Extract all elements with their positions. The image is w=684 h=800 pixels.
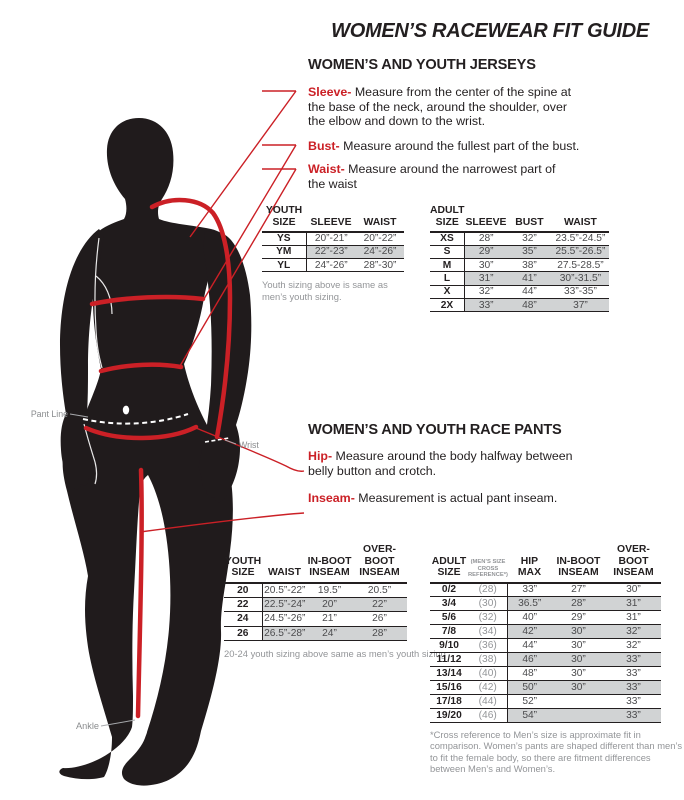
size-cell: 13/14	[436, 668, 462, 679]
size-cell: 19/20	[436, 710, 462, 721]
size-cell: L	[430, 272, 464, 285]
value-cell: 32”	[478, 286, 494, 298]
size-cell: M	[430, 259, 464, 272]
table-row	[430, 653, 661, 667]
value-cell: 38”	[522, 259, 537, 271]
value-cell: 29”	[571, 612, 586, 623]
size-cell: 17/18	[436, 696, 462, 707]
value-cell: 24”	[307, 626, 352, 641]
value-cell: 30”	[551, 653, 606, 667]
value-cell: 33”	[626, 668, 641, 679]
table-row	[430, 681, 661, 695]
adult-pants-inboot-header: IN-BOOT INSEAM	[556, 555, 601, 578]
value-cell: 24”-26”	[314, 259, 348, 271]
ankle-label: Ankle	[76, 721, 99, 731]
inseam-definition	[308, 491, 580, 506]
value-cell: 32”	[626, 640, 641, 651]
value-cell: 36.5”	[508, 597, 551, 611]
inseam-text: Measurement is actual pant inseam.	[358, 491, 558, 505]
youth-jersey-table	[262, 205, 404, 272]
value-cell: 24.5”-26”	[264, 613, 306, 625]
bust-definition	[308, 139, 580, 154]
value-cell: 37”	[551, 298, 609, 311]
adult-jersey-size-header: ADULT SIZE	[430, 205, 465, 228]
page-title: WOMEN’S RACEWEAR FIT GUIDE	[331, 20, 649, 42]
size-cell: 11/12	[436, 654, 462, 665]
value-cell: 26”	[372, 613, 387, 625]
size-cell: (32)	[468, 611, 508, 625]
size-cell: 2X	[430, 298, 464, 311]
waist-term: Waist-	[308, 162, 345, 176]
value-cell: 32”	[606, 625, 661, 639]
youth-jersey-sleeve-header: SLEEVE	[310, 216, 352, 228]
value-cell: 33”	[522, 584, 538, 596]
youth-pants-table	[224, 544, 407, 641]
value-cell: 28”	[478, 233, 494, 245]
youth-pants-overboot-header: OVER-BOOT INSEAM	[359, 544, 400, 578]
size-cell: (44)	[468, 695, 508, 709]
sleeve-definition	[308, 85, 580, 129]
table-row	[430, 245, 609, 258]
table-row	[430, 298, 609, 311]
bust-text: Measure around the fullest part of the bust.	[343, 139, 580, 153]
value-cell: 26.5”-28”	[262, 626, 307, 641]
value-cell: 20”-21”	[314, 233, 348, 245]
value-cell: 29”	[464, 245, 507, 258]
value-cell: 31”	[464, 272, 507, 285]
adult-pants-crossref-header: (MEN’S SIZE CROSS REFERENCE*)	[468, 559, 508, 579]
value-cell: 30”	[551, 681, 606, 695]
value-cell: 48”	[507, 298, 551, 311]
youth-pants-size-header: YOUTH SIZE	[224, 555, 262, 578]
table-row	[224, 597, 407, 612]
adult-jersey-table	[430, 205, 609, 312]
size-cell: YL	[262, 259, 306, 272]
table-row	[224, 583, 407, 598]
value-cell: 23.5”-24.5”	[555, 233, 606, 245]
size-cell: 7/8	[441, 626, 457, 637]
size-cell: (46)	[468, 709, 508, 723]
hip-definition	[308, 449, 580, 478]
size-cell: XS	[430, 232, 464, 245]
table-row	[224, 626, 407, 641]
value-cell: 31”	[626, 612, 641, 623]
table-row	[430, 667, 661, 681]
value-cell: 22”-23”	[306, 245, 356, 258]
value-cell: 33”	[464, 298, 507, 311]
adult-jersey-bust-header: BUST	[515, 216, 544, 228]
value-cell: 32”	[522, 233, 537, 245]
value-cell: 28”	[551, 597, 606, 611]
adult-pants-overboot-header: OVER-BOOT INSEAM	[613, 544, 654, 578]
value-cell: 20”	[307, 597, 352, 612]
bust-term: Bust-	[308, 139, 340, 153]
value-cell: 44”	[522, 286, 537, 298]
size-cell: 3/4	[441, 598, 457, 609]
value-cell: 27”	[571, 584, 586, 596]
adult-jersey-sleeve-header: SLEEVE	[465, 216, 507, 228]
value-cell: 30”	[478, 259, 494, 271]
value-cell: 21”	[322, 613, 337, 625]
value-cell: 27.5-28.5”	[557, 259, 604, 271]
youth-pants-note: 20-24 youth sizing above same as men’s youth sizing	[224, 648, 446, 660]
table-row	[430, 285, 609, 298]
table-row	[262, 245, 404, 258]
size-cell: 15/16	[436, 682, 462, 693]
size-cell: S	[430, 245, 464, 258]
youth-pants-table-block	[224, 544, 446, 660]
adult-jersey-waist-header: WAIST	[563, 216, 597, 228]
value-cell: 31”	[606, 597, 661, 611]
pant-line-label: Pant Line	[30, 409, 68, 419]
jerseys-section-heading: WOMEN’S AND YOUTH JERSEYS	[308, 57, 536, 73]
size-cell: (42)	[468, 681, 508, 695]
wrist-label: Wrist	[239, 440, 259, 450]
size-cell: (40)	[468, 667, 508, 681]
value-cell: 46”	[508, 653, 551, 667]
value-cell: 20”-22”	[363, 233, 397, 245]
value-cell: 30”	[571, 668, 586, 679]
value-cell: 33”	[606, 709, 661, 723]
youth-jersey-waist-header: WAIST	[363, 216, 397, 228]
value-cell: 28”	[352, 626, 407, 641]
size-cell: (30)	[468, 597, 508, 611]
size-cell: 24	[224, 612, 262, 627]
value-cell: 30”	[571, 640, 586, 651]
table-row	[430, 611, 661, 625]
youth-pants-waist-header: WAIST	[268, 567, 301, 578]
value-cell: 48”	[522, 668, 538, 679]
value-cell: 24”-26”	[356, 245, 404, 258]
size-cell: 22	[224, 597, 262, 612]
table-row	[430, 695, 661, 709]
adult-pants-hip-header: HIP MAX	[517, 555, 541, 578]
waist-text: Measure around the narrowest part of the waist	[308, 162, 556, 191]
value-cell: 41”	[507, 272, 551, 285]
size-cell: 0/2	[441, 584, 457, 596]
value-cell: 33”	[606, 653, 661, 667]
value-cell: 44”	[522, 640, 538, 651]
value-cell: 54”	[508, 709, 551, 723]
youth-jersey-size-header: YOUTH SIZE	[265, 205, 303, 228]
table-row	[430, 232, 609, 245]
value-cell: 25.5”-26.5”	[551, 245, 609, 258]
adult-pants-table	[430, 544, 661, 723]
value-cell: 52”	[522, 696, 538, 707]
value-cell	[551, 695, 606, 709]
table-row	[262, 232, 404, 245]
table-row	[430, 597, 661, 611]
value-cell: 30”	[551, 625, 606, 639]
value-cell: 50”	[508, 681, 551, 695]
value-cell: 30”-31.5”	[551, 272, 609, 285]
size-cell: YM	[262, 245, 306, 258]
table-row	[430, 639, 661, 653]
value-cell: 22.5”-24”	[262, 597, 307, 612]
table-row	[430, 709, 661, 723]
value-cell: 42”	[508, 625, 551, 639]
table-row	[224, 612, 407, 627]
table-row	[430, 583, 661, 597]
table-row	[262, 259, 404, 272]
size-cell: (28)	[468, 583, 508, 597]
youth-pants-inboot-header: IN-BOOT INSEAM	[307, 555, 352, 578]
navel	[123, 406, 129, 415]
value-cell: 22”	[352, 597, 407, 612]
hip-term: Hip-	[308, 449, 333, 463]
value-cell: 20.5”-22”	[264, 584, 306, 596]
size-cell: 20	[224, 583, 262, 598]
size-cell: 9/10	[439, 640, 459, 651]
value-cell	[551, 709, 606, 723]
table-row	[430, 625, 661, 639]
size-cell: (38)	[468, 653, 508, 667]
value-cell: 28”-30”	[363, 259, 397, 271]
size-cell: 26	[224, 626, 262, 641]
youth-jersey-table-block	[262, 205, 414, 302]
value-cell: 33”	[626, 696, 641, 707]
value-cell: 33”-35”	[564, 286, 597, 298]
table-row	[430, 259, 609, 272]
adult-pants-table-block	[430, 544, 684, 775]
waist-definition	[308, 162, 558, 191]
value-cell: 20.5”	[367, 584, 392, 596]
adult-pants-size-header: ADULT SIZE	[431, 555, 467, 578]
adult-jersey-table-block	[430, 205, 609, 312]
size-cell: YS	[262, 232, 306, 245]
size-cell: X	[430, 285, 464, 298]
size-cell: (34)	[468, 625, 508, 639]
sleeve-text: Measure from the center of the spine at the base of the neck, around the shoulder, over the elbow and down to the wrist.	[308, 85, 572, 129]
value-cell: 40”	[522, 612, 538, 623]
inseam-term: Inseam-	[308, 491, 355, 505]
hip-text: Measure around the body halfway between belly button and crotch.	[308, 449, 573, 478]
size-cell: 5/6	[441, 612, 457, 623]
youth-jersey-note: Youth sizing above is same as men’s youth sizing.	[262, 279, 388, 302]
value-cell: 33”	[606, 681, 661, 695]
value-cell: 35”	[507, 245, 551, 258]
size-cell: (36)	[468, 639, 508, 653]
cross-reference-footnote: *Cross reference to Men’s size is approximate fit in comparison. Women’s pants are shaped different than men’s to fit the female body, so there are fitment differences between Men’s and Women’s.	[430, 729, 683, 775]
pants-section-heading: WOMEN’S AND YOUTH RACE PANTS	[308, 422, 562, 438]
table-row	[430, 272, 609, 285]
value-cell: 30”	[626, 584, 641, 596]
body-silhouette	[59, 118, 251, 786]
sleeve-term: Sleeve-	[308, 85, 352, 99]
value-cell: 19.5”	[317, 584, 342, 596]
